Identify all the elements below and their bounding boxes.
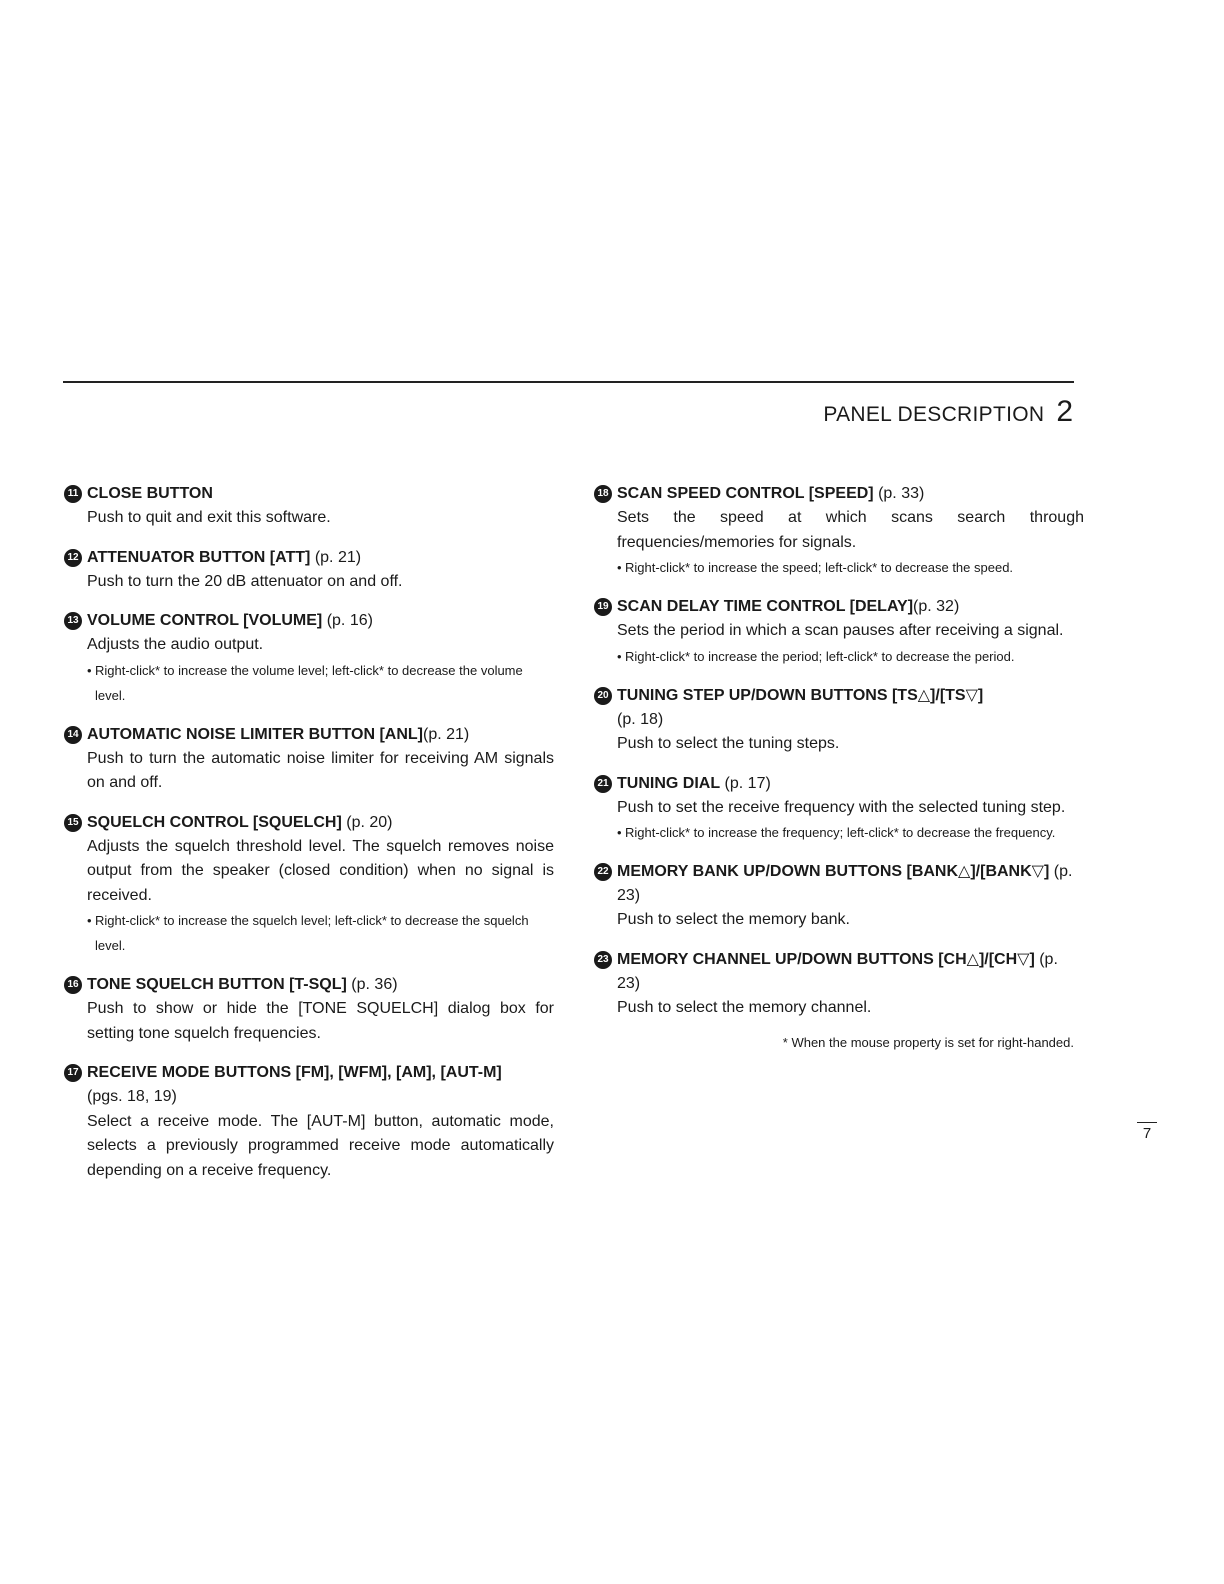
item-heading-text [617, 482, 1084, 506]
item-body: (pgs. 18, 19) Select a receive mode. The [AUT-M] button, automatic mode, selects a previously programmed receive mode automatically depending on a receive frequency. [87, 1088, 554, 1179]
description-item [64, 811, 554, 959]
item-title: SCAN DELAY TIME CONTROL [DELAY] [617, 598, 914, 615]
item-note [594, 644, 1084, 669]
item-note-text: • Right-click* to increase the speed; left-click* to decrease the speed. [617, 555, 1084, 580]
item-body: (p. 18) Push to select the tuning steps. [617, 710, 840, 752]
item-number-badge: 23 [594, 951, 612, 969]
item-heading [64, 609, 554, 633]
item-title: MEMORY BANK UP/DOWN BUTTONS [BANK△]/[BANK▽] [617, 863, 1050, 880]
item-page-ref: (p. 23) [617, 950, 1058, 992]
item-number-badge: 15 [64, 814, 82, 832]
description-item [594, 860, 1084, 933]
item-title: TONE SQUELCH BUTTON [T-SQL] [87, 976, 347, 993]
description-item [594, 482, 1084, 580]
item-title: TUNING DIAL [617, 774, 721, 792]
item-note-text: • Right-click* to increase the frequency; left-click* to decrease the frequency. [617, 820, 1084, 845]
item-heading-text [617, 684, 1084, 708]
item-title: SCAN SPEED CONTROL [SPEED] [617, 485, 874, 502]
item-note [594, 555, 1084, 580]
item-page-ref: (p. 32) [913, 598, 960, 615]
item-page-ref: (p. 17) [720, 774, 771, 792]
item-heading-text [617, 595, 1084, 619]
section-title: PANEL DESCRIPTION [823, 403, 1045, 426]
item-heading-text [87, 546, 554, 570]
item-heading [594, 684, 1084, 708]
item-note [64, 658, 554, 708]
item-heading-text [617, 948, 1084, 996]
item-heading [594, 772, 1084, 796]
description-item [594, 595, 1084, 669]
item-heading [594, 948, 1084, 996]
page-header [823, 395, 1073, 429]
item-heading [64, 1061, 554, 1085]
description-item [64, 973, 554, 1046]
item-body: Adjusts the audio output. [87, 636, 264, 653]
description-item [594, 684, 1084, 757]
page-number [1137, 1122, 1157, 1142]
item-note-text: • Right-click* to increase the squelch level; left-click* to decrease the squelch level. [87, 908, 554, 958]
description-item [64, 1061, 554, 1183]
item-number-badge: 22 [594, 863, 612, 881]
item-number-badge: 13 [64, 612, 82, 630]
item-heading [594, 860, 1084, 908]
left-column [64, 482, 554, 1198]
item-page-ref: (p. 33) [873, 485, 925, 502]
item-title: TUNING STEP UP/DOWN BUTTONS [TS△]/[TS▽] [617, 686, 984, 704]
item-note-text: • Right-click* to increase the volume level; left-click* to decrease the volume level. [87, 658, 554, 708]
item-heading [594, 595, 1084, 619]
chapter-number: 2 [1056, 395, 1073, 428]
item-heading-text [87, 482, 554, 506]
item-title: AUTOMATIC NOISE LIMITER BUTTON [ANL] [87, 725, 423, 743]
page-number-dash [1137, 1122, 1157, 1123]
item-page-ref: (p. 21) [310, 548, 362, 566]
item-note-text: • Right-click* to increase the period; left-click* to decrease the period. [617, 644, 1084, 669]
item-title: CLOSE BUTTON [87, 485, 213, 502]
item-heading [64, 973, 554, 997]
description-item [594, 772, 1084, 846]
item-title: RECEIVE MODE BUTTONS [FM], [WFM], [AM], [AUT-M] [87, 1064, 502, 1081]
right-column [594, 482, 1084, 1050]
item-heading-text [87, 1061, 554, 1085]
item-body: Push to turn the automatic noise limiter for receiving AM signals on and off. [87, 749, 554, 791]
item-body: Push to select the memory channel. [617, 998, 872, 1016]
item-body: Push to show or hide the [TONE SQUELCH] dialog box for setting tone squelch frequencies. [87, 1000, 554, 1042]
item-page-ref: (p. 20) [341, 813, 393, 831]
item-page-ref: (p. 16) [322, 612, 373, 629]
item-page-ref: (p. 36) [346, 976, 398, 993]
item-number-badge: 21 [594, 775, 612, 793]
item-note [594, 820, 1084, 845]
item-page-ref: (p. 21) [422, 725, 470, 743]
item-heading-text [87, 609, 554, 633]
item-number-badge: 11 [64, 485, 82, 503]
item-heading-text [87, 811, 554, 835]
item-title: VOLUME CONTROL [VOLUME] [87, 612, 323, 629]
item-body: Push to quit and exit this software. [87, 509, 331, 526]
item-heading-text [87, 973, 554, 997]
description-item [64, 609, 554, 708]
item-heading [594, 482, 1084, 506]
item-heading-text [617, 860, 1084, 908]
item-body: Push to select the memory bank. [617, 911, 850, 928]
item-title: SQUELCH CONTROL [SQUELCH] [87, 813, 342, 831]
item-number-badge: 19 [594, 598, 612, 616]
item-body: Push to turn the 20 dB attenuator on and off. [87, 572, 403, 590]
header-rule [63, 381, 1074, 383]
item-title: MEMORY CHANNEL UP/DOWN BUTTONS [CH△]/[CH▽] [617, 950, 1035, 968]
item-number-badge: 14 [64, 726, 82, 744]
item-title: ATTENUATOR BUTTON [ATT] [87, 548, 311, 566]
item-number-badge: 20 [594, 687, 612, 705]
item-heading [64, 482, 554, 506]
item-number-badge: 12 [64, 549, 82, 567]
item-body: Sets the period in which a scan pauses after receiving a signal. [617, 622, 1064, 639]
item-note [64, 908, 554, 958]
item-body: Sets the speed at which scans search through frequencies/memories for signals. [617, 509, 1084, 551]
item-heading [64, 811, 554, 835]
footnote: * When the mouse property is set for right-handed. [782, 1035, 1074, 1050]
page-number-text: 7 [1142, 1125, 1152, 1142]
item-heading-text [87, 723, 554, 747]
item-page-ref: (p. 23) [617, 863, 1073, 904]
description-item [64, 482, 554, 531]
item-heading [64, 546, 554, 570]
item-heading [64, 723, 554, 747]
item-number-badge: 17 [64, 1064, 82, 1082]
description-item [594, 948, 1084, 1021]
description-item [64, 723, 554, 796]
item-number-badge: 16 [64, 976, 82, 994]
item-body: Push to set the receive frequency with the selected tuning step. [617, 798, 1066, 816]
item-number-badge: 18 [594, 485, 612, 503]
item-heading-text [617, 772, 1084, 796]
item-body: Adjusts the squelch threshold level. The squelch removes noise output from the speaker (closed condition) when no signal is received. [87, 837, 554, 904]
description-item [64, 546, 554, 595]
